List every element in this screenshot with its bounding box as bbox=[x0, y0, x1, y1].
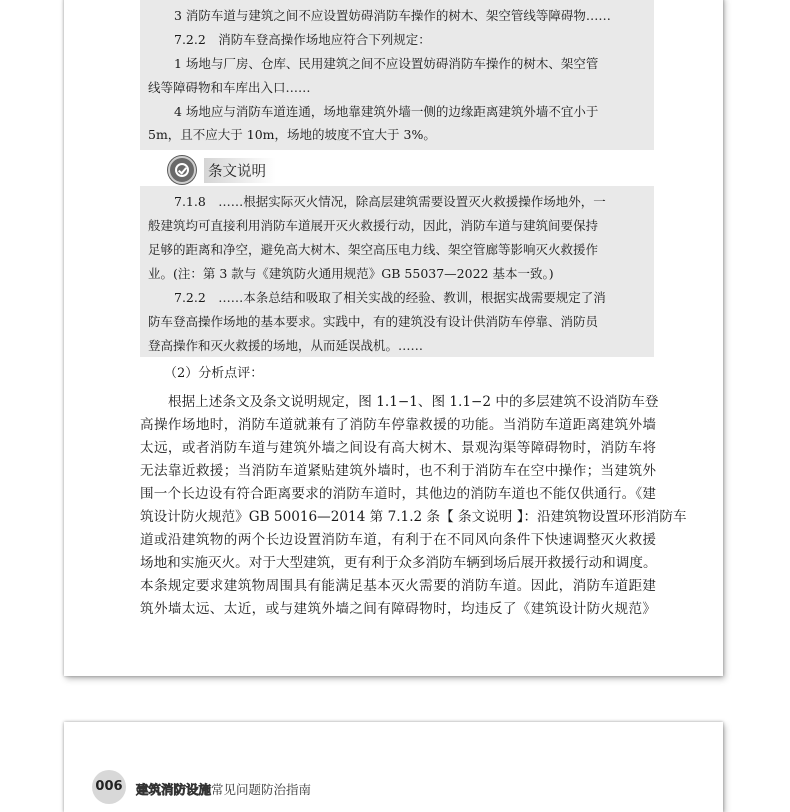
explanation-text-box bbox=[140, 186, 654, 357]
clause-line: 3 消防车道与建筑之间不应设置妨碍消防车操作的树木、架空管线等障碍物…… bbox=[174, 8, 611, 23]
series-title-rest: 常见问题防治指南 bbox=[211, 782, 312, 797]
analysis-line: 场地和实施灭火。对于大型建筑，更有利于众多消防车辆到场后展开救援行动和调度。 bbox=[140, 555, 657, 571]
analysis-line: 筑设计防火规范》GB 50016—2014 第 7.1.2 条【 条文说明 】：沿建筑物设置环形消防车 bbox=[140, 509, 687, 525]
analysis-line: 太远，或者消防车道与建筑外墙之间设有高大树木、景观沟渠等障碍物时，消防车将 bbox=[140, 440, 656, 456]
explanation-line: 般建筑均可直接利用消防车道展开灭火救援行动，因此，消防车道与建筑间要保持 bbox=[148, 218, 599, 233]
clause-line: 5m，且不应大于 10m，场地的坡度不宜大于 3%。 bbox=[148, 127, 436, 142]
analysis-line: 高操作场地时，消防车道就兼有了消防车停靠救援的功能。当消防车道距离建筑外墙 bbox=[140, 417, 656, 433]
explanation-section-header bbox=[168, 155, 276, 185]
clause-text-box bbox=[140, 0, 654, 150]
clause-line: 线等障碍物和车库出入口…… bbox=[148, 80, 311, 95]
analysis-line: 道或沿建筑物的两个长边设置消防车道，有利于在不同风向条件下快速调整灭火救援 bbox=[140, 532, 656, 548]
analysis-line: 筑外墙太远、太近，或与建筑外墙之间有障碍物时，均违反了《建筑设计防火规范》 bbox=[140, 601, 656, 617]
explanation-line: 7.2.2 ……本条总结和吸取了相关实战的经验、教训，根据实战需要规定了消 bbox=[174, 290, 606, 305]
section-title: 条文说明 bbox=[204, 158, 276, 183]
next-page bbox=[64, 722, 723, 812]
running-header bbox=[136, 780, 311, 798]
document-page bbox=[64, 0, 723, 676]
analysis-line: 本条规定要求建筑物周围具有能满足基本灭火需要的消防车道。因此，消防车道距建 bbox=[140, 578, 656, 594]
explanation-line: 防车登高操作场地的基本要求。实践中，有的建筑没有设计供消防车停靠、消防员 bbox=[148, 314, 599, 329]
clause-line: 4 场地应与消防车道连通，场地靠建筑外墙一侧的边缘距离建筑外墙不宜小于 bbox=[174, 104, 599, 119]
page-number: 006 bbox=[92, 770, 126, 804]
explanation-line: 7.1.8 ……根据实际灭火情况，除高层建筑需要设置灭火救援操作场地外，一 bbox=[174, 194, 606, 209]
analysis-line: 无法靠近救援；当消防车道紧贴建筑外墙时，也不利于消防车在空中操作；当建筑外 bbox=[140, 463, 656, 479]
explanation-line: 足够的距离和净空，避免高大树木、架空高压电力线、架空管廊等影响灭火救援作 bbox=[148, 242, 599, 257]
clause-line: 1 场地与厂房、仓库、民用建筑之间不应设置妨碍消防车操作的树木、架空管 bbox=[174, 56, 599, 71]
series-title-outlined: 建筑消防设施 bbox=[136, 782, 212, 797]
explanation-line: 登高操作和灭火救援的场地，从而延误战机。…… bbox=[148, 338, 424, 353]
check-seal-icon bbox=[168, 156, 196, 184]
explanation-line: 业。(注：第 3 款与《建筑防火通用规范》GB 55037—2022 基本一致。) bbox=[148, 266, 554, 281]
analysis-heading: （2）分析点评： bbox=[164, 366, 264, 381]
analysis-line: 围一个长边设有符合距离要求的消防车道时，其他边的消防车道也不能仅供通行。《建 bbox=[140, 486, 656, 502]
clause-line: 7.2.2 消防车登高操作场地应符合下列规定： bbox=[174, 32, 431, 47]
analysis-line: 根据上述条文及条文说明规定，图 1.1−1、图 1.1−2 中的多层建筑不设消防车登 bbox=[168, 394, 659, 410]
